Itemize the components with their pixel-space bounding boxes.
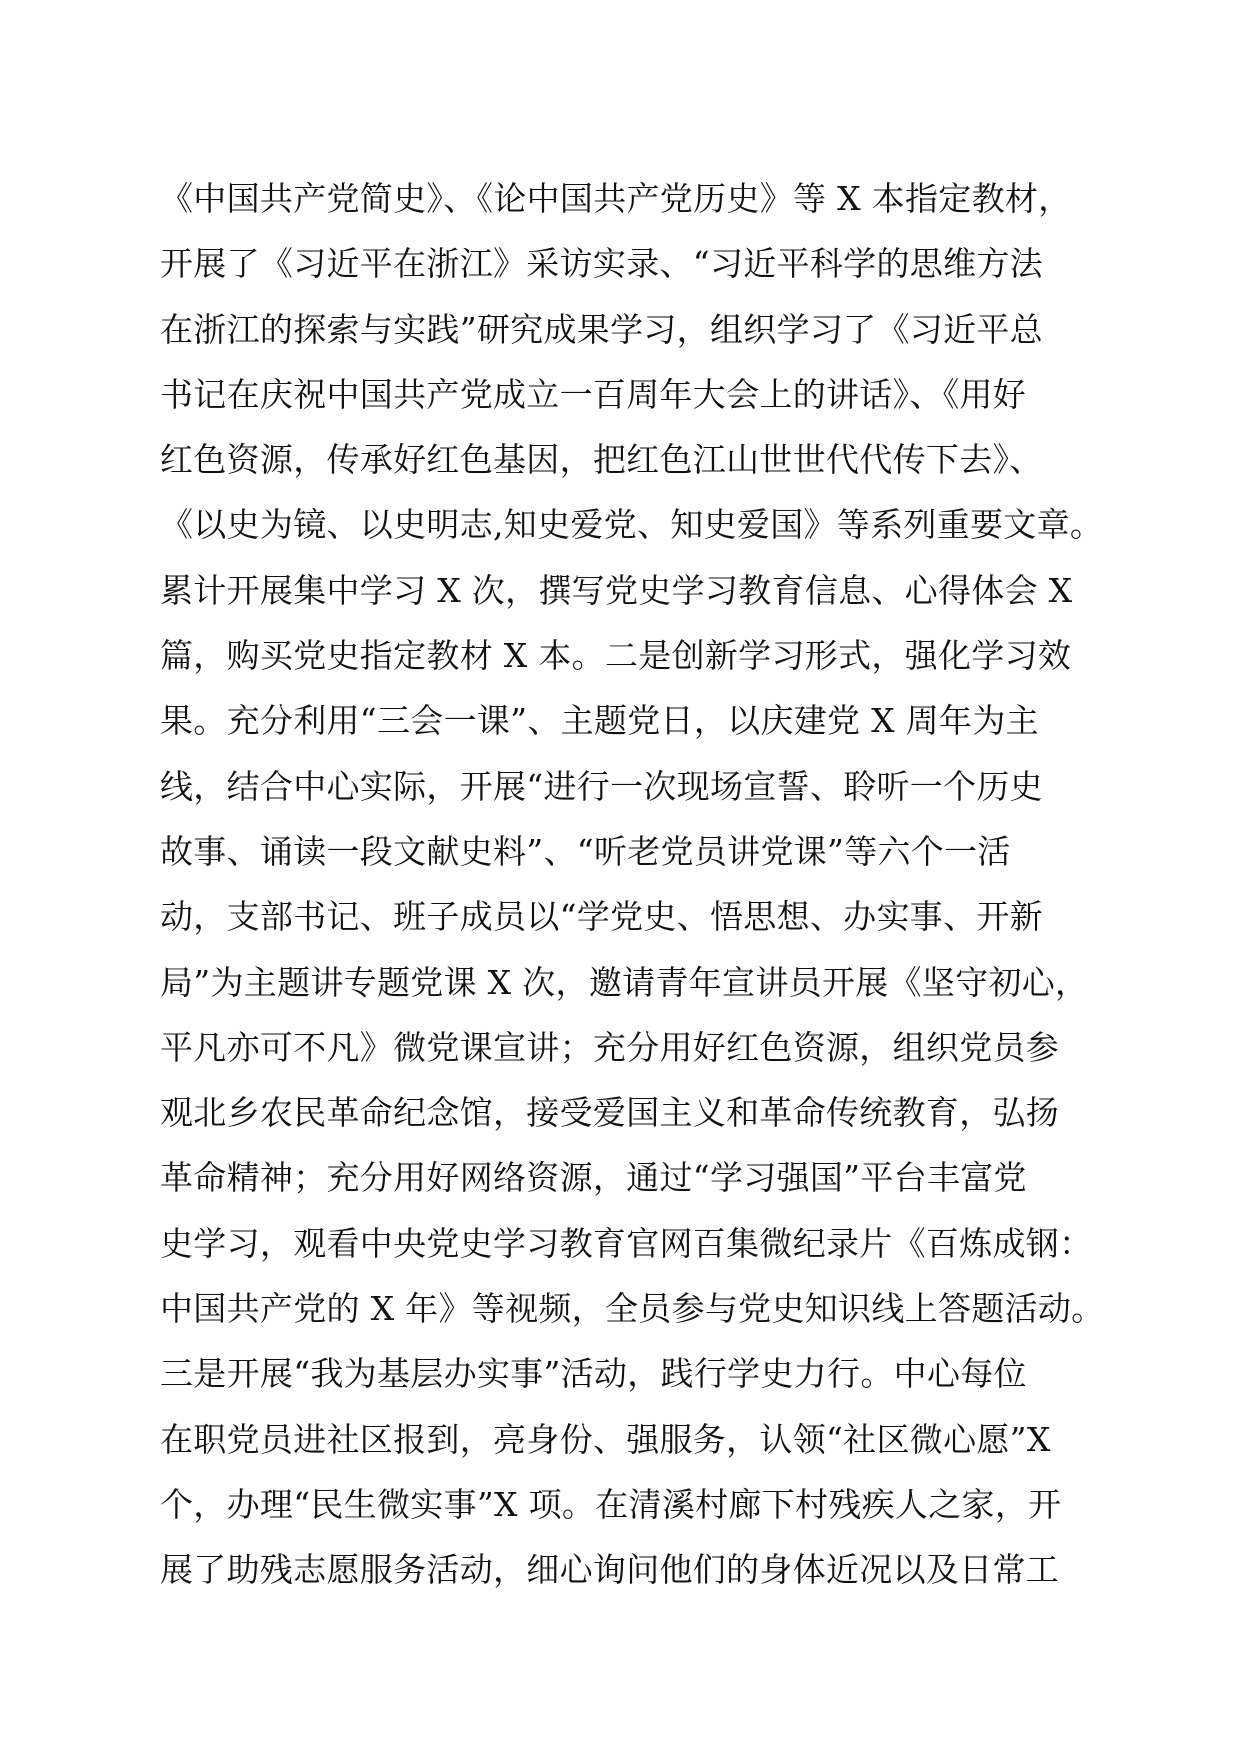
text-line: 史学习，观看中央党史学习教育官网百集微纪录片《百炼成钢： <box>160 1223 1093 1263</box>
text-line: 红色资源，传承好红色基因，把红色江山世世代代传下去》、 <box>160 440 1043 480</box>
text-line: 《中国共产党简史》、《论中国共产党历史》等 X 本指定教材， <box>160 179 1072 218</box>
text-line: 书记在庆祝中国共产党成立一百周年大会上的讲话》、《用好 <box>160 374 1027 414</box>
text-line: 《以史为镜、以史明志,知史爱党、知史爱国》等系列重要文章。 <box>160 505 1104 545</box>
text-line: 累计开展集中学习 X 次，撰写党史学习教育信息、心得体会 X <box>160 570 1073 610</box>
text-line: 观北乡农民革命纪念馆，接受爱国主义和革命传统教育，弘扬 <box>160 1093 1060 1133</box>
body-text <box>160 166 1105 1603</box>
text-line: 篇，购买党史指定教材 X 本。二是创新学习形式，强化学习效 <box>160 636 1072 676</box>
text-line: 故事、诵读一段文献史料”、“听老党员讲党课”等六个一活 <box>160 831 1011 871</box>
text-line: 局”为主题讲专题党课 X 次，邀请青年宣讲员开展《坚守初心， <box>160 962 1089 1002</box>
text-line: 革命精神；充分用好网络资源，通过“学习强国”平台丰富党 <box>160 1158 1027 1198</box>
text-line: 中国共产党的 X 年》等视频，全员参与党史知识线上答题活动。 <box>160 1289 1105 1329</box>
text-line: 三是开展“我为基层办实事”活动，践行学史力行。中心每位 <box>160 1354 1027 1394</box>
text-line: 在浙江的探索与实践”研究成果学习，组织学习了《习近平总 <box>160 309 1043 349</box>
text-line: 开展了《习近平在浙江》采访实录、“习近平科学的思维方法 <box>160 244 1043 284</box>
text-line: 平凡亦可不凡》微党课宣讲；充分用好红色资源，组织党员参 <box>160 1027 1060 1067</box>
text-line: 动，支部书记、班子成员以“学党史、悟思想、办实事、开新 <box>160 897 1043 937</box>
text-line: 展了助残志愿服务活动，细心询问他们的身体近况以及日常工 <box>160 1550 1060 1590</box>
text-line: 在职党员进社区报到，亮身份、强服务，认领“社区微心愿”X <box>160 1419 1051 1459</box>
text-line: 线，结合中心实际，开展“进行一次现场宣誓、聆听一个历史 <box>160 766 1043 806</box>
text-line: 个，办理“民生微实事”X 项。在清溪村廊下村残疾人之家，开 <box>160 1484 1062 1524</box>
text-line: 果。充分利用“三会一课”、主题党日，以庆建党 X 周年为主 <box>160 701 1039 741</box>
